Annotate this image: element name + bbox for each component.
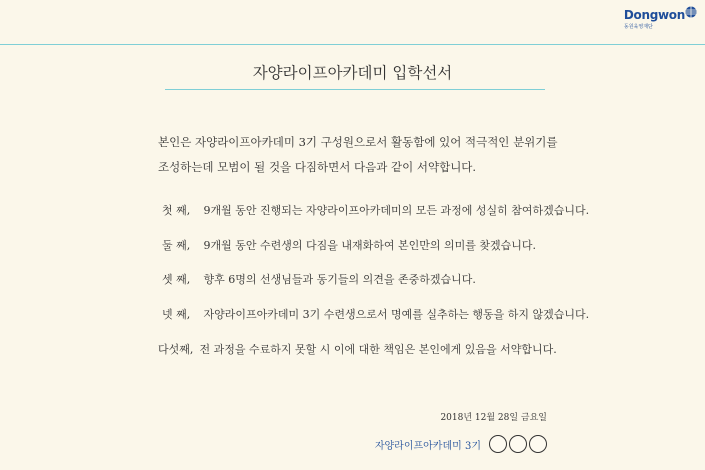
pledge-item-4 bbox=[162, 306, 589, 322]
header-bar bbox=[0, 0, 705, 45]
title-divider bbox=[165, 89, 545, 90]
pledge-text: 9개월 동안 수련생의 다짐을 내재화하여 본인만의 의미를 찾겠습니다. bbox=[203, 239, 536, 252]
intro-line-2: 조성하는데 모범이 될 것을 다짐하면서 다음과 같이 서약합니다. bbox=[158, 160, 477, 174]
signature-label: 자양라이프아카데미 3기 bbox=[374, 440, 481, 452]
signature-circle-3[interactable] bbox=[529, 435, 547, 453]
signature-block bbox=[375, 435, 547, 453]
pledge-text: 전 과정을 수료하지 못할 시 이에 대한 책임은 본인에게 있음을 서약합니다. bbox=[199, 343, 557, 356]
pledge-label: 둘 째, bbox=[162, 239, 191, 252]
signature-circle-2[interactable] bbox=[509, 435, 527, 453]
intro-line-1: 본인은 자양라이프아카데미 3기 구성원으로서 활동함에 있어 적극적인 분위기를 bbox=[158, 135, 558, 149]
pledge-label: 넷 째, bbox=[162, 308, 191, 321]
pledge-label: 다섯째, bbox=[158, 343, 194, 356]
document-title: 자양라이프아카데미 입학선서 bbox=[252, 64, 453, 82]
pledge-item-1 bbox=[162, 202, 589, 218]
pledge-text: 향후 6명의 선생님들과 동기들의 의견을 존중하겠습니다. bbox=[203, 273, 476, 286]
pledge-item-5 bbox=[158, 341, 557, 357]
intro-paragraph bbox=[158, 130, 578, 180]
logo-wordmark: Dongwon bbox=[623, 8, 685, 22]
signing-date: 2018년 12월 28일 금요일 bbox=[440, 413, 547, 423]
signature-circle-1[interactable] bbox=[489, 435, 507, 453]
pledge-label: 첫 째, bbox=[162, 204, 191, 217]
pledge-label: 셋 째, bbox=[162, 273, 191, 286]
dongwon-logo bbox=[624, 8, 685, 30]
logo-subtitle: 동원육영재단 bbox=[623, 24, 653, 30]
globe-icon bbox=[685, 6, 697, 18]
pledge-text: 자양라이프아카데미 3기 수련생으로서 명예를 실추하는 행동을 하지 않겠습니다. bbox=[203, 308, 590, 321]
pledge-item-3 bbox=[162, 271, 476, 287]
pledge-item-2 bbox=[162, 237, 536, 253]
pledge-text: 9개월 동안 진행되는 자양라이프아카데미의 모든 과정에 성실히 참여하겠습니다. bbox=[203, 204, 590, 217]
